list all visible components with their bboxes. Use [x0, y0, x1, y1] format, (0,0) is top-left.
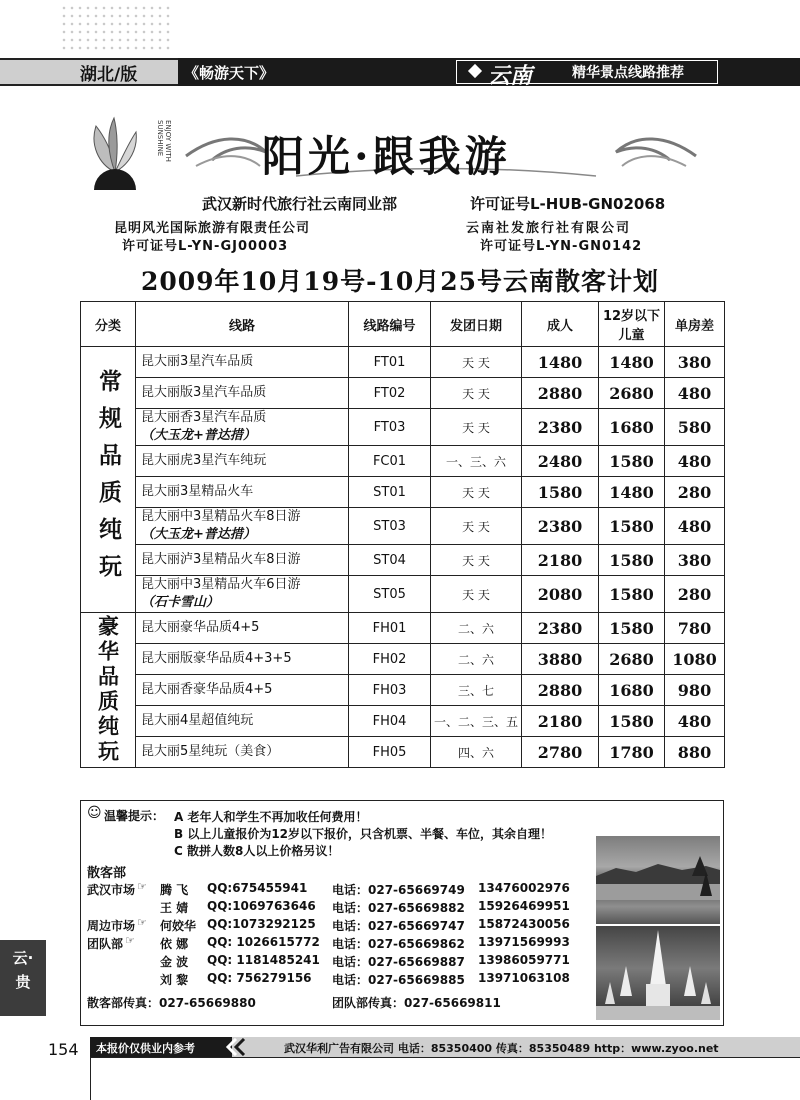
child-price-cell: 1580: [599, 508, 665, 545]
single-supplement-cell: 580: [665, 409, 725, 446]
route-name: 昆大丽泸3星精品火车8日游: [141, 552, 301, 567]
departure-days-cell: 天 天: [431, 378, 522, 409]
fax-sanke: 散客部传真：027-65669880: [87, 996, 256, 1010]
side-tab-line2: 贵: [15, 973, 31, 991]
departure-days-cell: 天 天: [431, 347, 522, 378]
adult-price-cell: 2380: [522, 508, 599, 545]
child-price-cell: 2680: [599, 644, 665, 675]
route-code-cell: ST01: [349, 477, 431, 508]
child-price-cell: 2680: [599, 378, 665, 409]
contact-qq: QQ: 1181485241: [207, 953, 320, 967]
departure-days-cell: 天 天: [431, 409, 522, 446]
page-title: 2009年10月19号-10月25号云南散客计划: [140, 267, 660, 296]
header-code: 线路编号: [349, 302, 431, 347]
smiley-icon: ☺: [87, 805, 102, 821]
route-name: 昆大丽虎3星汽车纯玩: [141, 453, 267, 468]
adult-price-cell: 2880: [522, 675, 599, 706]
route-code-cell: ST03: [349, 508, 431, 545]
table-row: [81, 706, 725, 737]
brand-logo-text: 阳光·跟我游: [262, 132, 511, 181]
child-price-cell: 1580: [599, 706, 665, 737]
route-code-cell: FH03: [349, 675, 431, 706]
route-name: 昆大丽中3星精品火车6日游: [141, 577, 301, 592]
single-supplement-cell: 380: [665, 347, 725, 378]
route-code-cell: FT02: [349, 378, 431, 409]
child-price-cell: 1580: [599, 545, 665, 576]
adult-price-cell: 2480: [522, 446, 599, 477]
agency-license: 许可证号L-HUB-GN02068: [470, 195, 666, 213]
tip-line-b: B 以上儿童报价为12岁以下报价，只含机票、半餐、车位，其余自理！: [174, 827, 553, 841]
route-cell: [136, 706, 349, 737]
page-number: 154: [48, 1040, 79, 1059]
route-name: 昆大丽3星精品火车: [141, 484, 254, 499]
single-supplement-cell: 480: [665, 446, 725, 477]
table-row: [81, 477, 725, 508]
route-name: 昆大丽4星超值纯玩: [141, 713, 254, 728]
departure-days-cell: 二、六: [431, 613, 522, 644]
departure-days-cell: 一、二、三、五: [431, 706, 522, 737]
logo-slogan: ENJOY WITH SUNSHINE: [156, 120, 172, 162]
route-name: 昆大丽5星纯玩（美食）: [141, 744, 280, 759]
contact-name: 腾 飞: [160, 883, 189, 897]
chevron-left-icon: [224, 1038, 246, 1056]
pointing-hand-icon: ☞: [125, 934, 135, 947]
header-region: 湖北/版: [80, 65, 138, 85]
route-code-cell: FH05: [349, 737, 431, 768]
route-name: 昆大丽香豪华品质4+5: [141, 682, 273, 697]
pointing-hand-icon: ☞: [137, 880, 147, 893]
lake-photo: [596, 836, 720, 924]
contact-qq: QQ: 1026615772: [207, 935, 320, 949]
adult-price-cell: 2180: [522, 706, 599, 737]
single-supplement-cell: 280: [665, 477, 725, 508]
contact-name: 刘 黎: [160, 973, 189, 987]
header-adult: 成人: [522, 302, 599, 347]
contact-phone: 电话：027-65669862: [332, 937, 465, 951]
single-supplement-cell: 380: [665, 545, 725, 576]
tip-line-a: A 老年人和学生不再加收任何费用！: [174, 810, 368, 824]
route-cell: [136, 737, 349, 768]
category-cell: 豪华品质纯玩: [81, 613, 136, 768]
route-name: 昆大丽3星汽车品质: [141, 354, 254, 369]
route-cell: [136, 409, 349, 446]
footer-vertical-rule: [90, 1057, 91, 1100]
route-subtitle: （石卡雪山）: [141, 595, 220, 610]
single-supplement-cell: 480: [665, 508, 725, 545]
route-cell: [136, 508, 349, 545]
child-price-cell: 1680: [599, 409, 665, 446]
contact-mobile: 13476002976: [478, 881, 570, 895]
route-cell: [136, 477, 349, 508]
adult-price-cell: 2880: [522, 378, 599, 409]
tip-line-c: C 散拼人数8人以上价格另议！: [174, 844, 340, 858]
contact-mobile: 13971569993: [478, 935, 570, 949]
category-cell: 常规品质纯玩: [81, 347, 136, 613]
route-code-cell: FT03: [349, 409, 431, 446]
child-price-cell: 1580: [599, 576, 665, 613]
header-days: 发团日期: [431, 302, 522, 347]
adult-price-cell: 3880: [522, 644, 599, 675]
route-code-cell: FH01: [349, 613, 431, 644]
tour-plan-table: [80, 301, 725, 768]
table-row: [81, 446, 725, 477]
header-category: 分类: [81, 302, 136, 347]
partner1-license: 许可证号L-YN-GJ00003: [122, 239, 289, 254]
child-price-cell: 1480: [599, 477, 665, 508]
single-supplement-cell: 780: [665, 613, 725, 644]
pagoda-photo: [596, 926, 720, 1020]
child-price-cell: 1680: [599, 675, 665, 706]
header-child-line1: 12岁以下: [602, 309, 661, 324]
contact-name: 何姣华: [160, 919, 197, 933]
contact-qq: QQ:675455941: [207, 881, 308, 895]
route-name: 昆大丽版豪华品质4+3+5: [141, 651, 292, 666]
route-cell: [136, 576, 349, 613]
adult-price-cell: 2380: [522, 409, 599, 446]
table-header-row: [81, 302, 725, 347]
route-code-cell: FT01: [349, 347, 431, 378]
route-code-cell: ST04: [349, 545, 431, 576]
adult-price-cell: 2080: [522, 576, 599, 613]
departure-days-cell: 天 天: [431, 477, 522, 508]
contact-name: 金 波: [160, 955, 189, 969]
single-supplement-cell: 980: [665, 675, 725, 706]
agency-name: 武汉新时代旅行社云南同业部: [202, 195, 398, 213]
butterfly-logo-icon: [88, 114, 142, 194]
dot-pattern-decoration: [60, 4, 170, 52]
footer-note: 本报价仅供业内参考: [96, 1042, 195, 1055]
route-name: 昆大丽豪华品质4+5: [141, 620, 260, 635]
contact-qq: QQ: 756279156: [207, 971, 312, 985]
table-row: [81, 675, 725, 706]
route-cell: [136, 644, 349, 675]
single-supplement-cell: 1080: [665, 644, 725, 675]
contact-name: 王 婧: [160, 901, 189, 915]
header-route: 线路: [136, 302, 349, 347]
contact-area: 周边市场: [87, 919, 136, 933]
contact-phone: 电话：027-65669885: [332, 973, 465, 987]
route-cell: [136, 446, 349, 477]
footer-advertiser: 武汉华利广告有限公司 电话：85350400 传真：85350489 http：www.zyoo.net: [284, 1042, 719, 1055]
table-row: [81, 576, 725, 613]
departure-days-cell: 四、六: [431, 737, 522, 768]
adult-price-cell: 2180: [522, 545, 599, 576]
partner2-name: 云南社发旅行社有限公司: [466, 221, 632, 236]
route-subtitle: （大玉龙+普达措）: [141, 527, 256, 542]
child-price-cell: 1780: [599, 737, 665, 768]
single-supplement-cell: 480: [665, 706, 725, 737]
fax-team: 团队部传真：027-65669811: [332, 996, 501, 1010]
contact-qq: QQ:1073292125: [207, 917, 316, 931]
contact-mobile: 13986059771: [478, 953, 570, 967]
departure-days-cell: 三、七: [431, 675, 522, 706]
table-row: [81, 508, 725, 545]
header-province: 云南: [488, 63, 533, 89]
partner2-license: 许可证号L-YN-GN0142: [480, 239, 643, 254]
footer-rule: [90, 1057, 800, 1058]
route-cell: [136, 378, 349, 409]
route-code-cell: FC01: [349, 446, 431, 477]
table-row: [81, 613, 725, 644]
header-child: [599, 302, 665, 347]
route-code-cell: FH02: [349, 644, 431, 675]
table-row: [81, 378, 725, 409]
departure-days-cell: 天 天: [431, 545, 522, 576]
route-name: 昆大丽香3星汽车品质: [141, 410, 267, 425]
contact-name: 依 娜: [160, 937, 189, 951]
contact-qq: QQ:1069763646: [207, 899, 316, 913]
contact-phone: 电话：027-65669747: [332, 919, 465, 933]
departure-days-cell: 天 天: [431, 576, 522, 613]
header-single: 单房差: [665, 302, 725, 347]
contact-phone: 电话：027-65669749: [332, 883, 465, 897]
contact-mobile: 15872430056: [478, 917, 570, 931]
departure-days-cell: 二、六: [431, 644, 522, 675]
table-row: [81, 409, 725, 446]
header-magazine: 《畅游天下》: [184, 64, 275, 82]
route-cell: [136, 347, 349, 378]
route-cell: [136, 613, 349, 644]
table-row: [81, 545, 725, 576]
pointing-hand-icon: ☞: [137, 916, 147, 929]
departure-days-cell: 一、三、六: [431, 446, 522, 477]
child-price-cell: 1580: [599, 446, 665, 477]
adult-price-cell: 1480: [522, 347, 599, 378]
contact-mobile: 13971063108: [478, 971, 570, 985]
route-name: 昆大丽版3星汽车品质: [141, 385, 267, 400]
adult-price-cell: 1580: [522, 477, 599, 508]
route-subtitle: （大玉龙+普达措）: [141, 428, 256, 443]
pagoda-photo-art: [596, 926, 720, 1020]
child-price-cell: 1480: [599, 347, 665, 378]
lake-photo-art: [596, 836, 720, 924]
route-cell: [136, 675, 349, 706]
header-child-line2: 儿童: [618, 328, 645, 343]
route-code-cell: ST05: [349, 576, 431, 613]
route-cell: [136, 545, 349, 576]
table-row: [81, 644, 725, 675]
table-row: [81, 737, 725, 768]
route-name: 昆大丽中3星精品火车8日游: [141, 509, 301, 524]
departure-days-cell: 天 天: [431, 508, 522, 545]
contact-area: 武汉市场: [87, 883, 136, 897]
adult-price-cell: 2380: [522, 613, 599, 644]
adult-price-cell: 2780: [522, 737, 599, 768]
header-route-label: 精华景点线路推荐: [572, 65, 684, 81]
single-supplement-cell: 280: [665, 576, 725, 613]
table-row: [81, 347, 725, 378]
tips-label: 温馨提示：: [104, 809, 165, 823]
side-tab-line1: 云·: [12, 949, 34, 967]
partner1-name: 昆明风光国际旅游有限责任公司: [114, 221, 311, 236]
child-price-cell: 1580: [599, 613, 665, 644]
region-side-tab: [0, 940, 46, 1016]
contact-phone: 电话：027-65669882: [332, 901, 465, 915]
dept-title: 散客部: [87, 866, 127, 881]
contact-area: 团队部: [87, 937, 124, 951]
contact-mobile: 15926469951: [478, 899, 570, 913]
route-code-cell: FH04: [349, 706, 431, 737]
single-supplement-cell: 880: [665, 737, 725, 768]
single-supplement-cell: 480: [665, 378, 725, 409]
contact-phone: 电话：027-65669887: [332, 955, 465, 969]
